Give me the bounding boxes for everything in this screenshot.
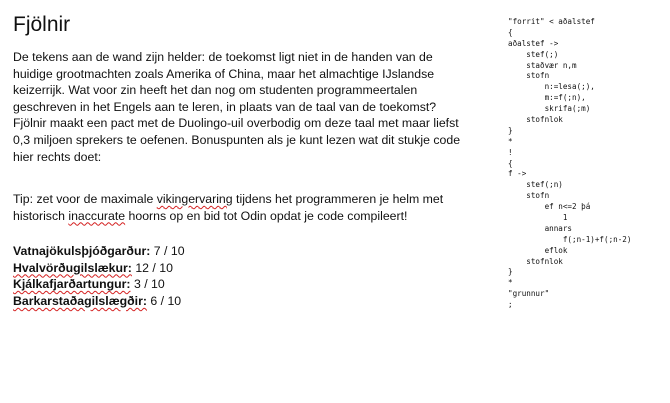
code-line: staðvær n,m [508,60,577,70]
tip-paragraph [13,191,465,224]
tip-text-2: tijdens het programmeren je helm met historisch [13,192,444,223]
tip-spell-word-2: inaccurate [68,208,126,223]
code-line: * [508,136,513,146]
code-line: { [508,158,513,168]
score-value: 3 / 10 [133,277,165,292]
code-line: m:=f(;n), [508,93,586,103]
score-name: Barkarstaðagilslægðir: [13,293,147,308]
code-line: stofnlok [508,115,563,125]
code-line: stofnlok [508,256,563,266]
score-name: Hvalvörðugilslækur: [13,260,132,275]
code-line: { [508,27,513,37]
code-line: n:=lesa(;), [508,82,595,92]
score-name: Kjálkafjarðartungur: [13,277,131,292]
code-line: stofn [508,71,550,81]
tip-text-1: Tip: zet voor de maximale [13,192,157,206]
score-list [13,243,313,309]
score-row [13,260,313,277]
code-line: stofn [508,191,550,201]
intro-paragraph: De tekens aan de wand zijn helder: de toekomst ligt niet in de handen van de huidige grootmachten zoals Amerika of China, maar het almachtige IJslandse keizerrijk. Wat voor zin heeft het dan nog om studenten programmeertalen geschreven in het Engels aan te leren, in plaats van de taal van de toekomst? Fjölnir maakt een pact met de Duolingo-uil overbodig om deze taal met maar liefst 0,3 miljoen sprekers te oefenen. Bonuspunten als je kunt lezen wat dit stukje code hier rechts doet: [13,50,461,164]
score-row [13,243,313,260]
code-line: * [508,278,513,288]
score-row [13,276,313,293]
code-line: "grunnur" [508,289,550,299]
code-line: } [508,125,513,135]
score-name: Vatnajökulsþjóðgarður: [13,244,151,258]
score-value: 6 / 10 [150,293,182,308]
code-line: aðalstef -> [508,38,559,48]
code-line: f(;n-1)+f(;n-2) [508,234,632,244]
page-title: Fjölnir [13,13,71,36]
tip-text-3: hoorns op en bid tot Odin opdat je code compileert! [125,208,408,223]
score-value: 12 / 10 [135,260,173,275]
score-row [13,293,313,310]
code-line: ! [508,147,513,157]
code-line: ; [508,300,513,310]
code-line: stef(;n) [508,180,563,190]
code-line: "forrit" < aðalstef [508,17,595,26]
code-line: skrifa(;m) [508,104,591,114]
code-line: f -> [508,169,527,179]
code-line: ef n<=2 þá [508,202,591,212]
score-value: 7 / 10 [153,244,185,258]
tip-spell-word-1: vikingervaring [156,192,233,206]
code-block [508,17,631,311]
code-line: eflok [508,245,568,255]
code-line: stef(;) [508,49,559,59]
code-line: } [508,267,513,277]
code-line: 1 [508,213,568,223]
code-line: annars [508,223,573,233]
